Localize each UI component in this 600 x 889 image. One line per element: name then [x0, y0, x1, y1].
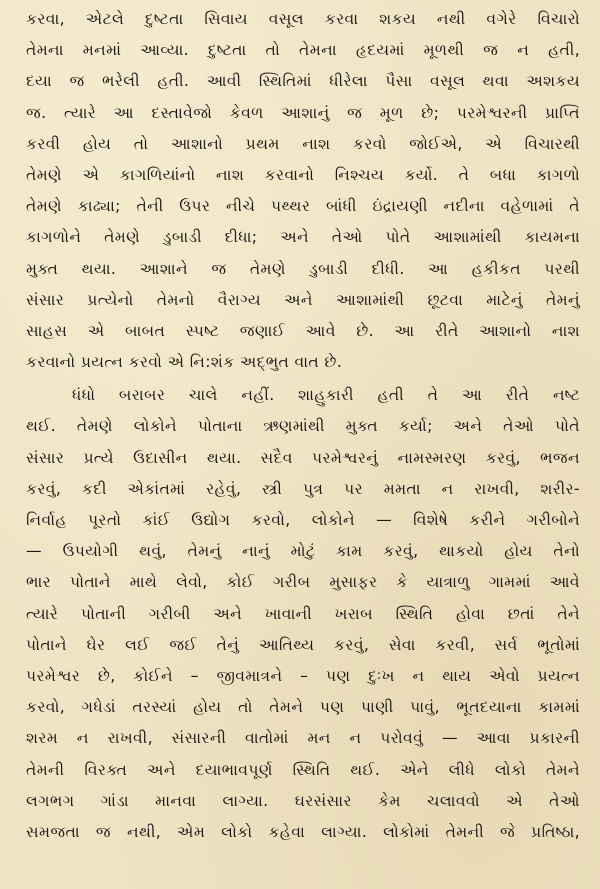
text-line: નિર્વાહ પૂરતો કાંઈ ઉદ્યોગ કરવો, લોકોને — વિશેષે કરીને ગરીબોને	[26, 511, 580, 529]
text-line: તેમણે એ કાગળિયાંનો નાશ કરવાનો નિશ્ચય કર્યો. તે બધા કાગળો	[26, 165, 580, 184]
text-line: ધંધો બરાબર ચાલે નહીં. શાહુકારી હતી તે આ રીતે નષ્ટ	[72, 386, 580, 405]
text-line: કરવાનો પ્રયત્ન કરવો એ નિ:શંક અદ્ભુત વાત છે.	[26, 353, 343, 372]
text-line: પોતાને ઘેર લઈ જઈ તેનું આતિથ્ય કરવું, સેવા કરવી, સર્વ ભૂતોમાં	[26, 635, 580, 654]
text-line: તેમણે કાઢ્યા; તેની ઉપર નીચે પથ્થર બાંધી ઇંદ્રાયણી નદીના વહેળામાં તે	[26, 197, 580, 216]
text-line: થઈ. તેમણે લોકોને પોતાના ઋણમાંથી મુક્ત કર્યા; અને તેઓ પોતે	[26, 417, 580, 436]
text-line: કાગળોને તેમણે ડુબાડી દીધા; અને તેઓ પોતે આશામાંથી કાયમના	[26, 228, 580, 247]
text-line: શરમ ન રાખવી, સંસારની વાતોમાં મન ન પરોવવું — આવા પ્રકારની	[26, 729, 580, 748]
text-line: કરવા, એટલે દુષ્ટતા સિવાય વસૂલ કરવા શકય નથી વગેરે વિચારો	[26, 10, 580, 28]
text-line: ભાર પોતાને માથે લેવો, કોઈ ગરીબ મુસાફર કે યાત્રાળુ ગામમાં આવે	[26, 573, 580, 592]
text-line: સાહસ એ બાબત સ્પષ્ટ જણાઈ આવે છે. આ રીતે આશાનો નાશ	[26, 321, 580, 340]
text-line: સંસાર પ્રત્યે ઉદાસીન થયા. સદૈવ પરમેશ્વરનું નામસ્મરણ કરવું, ભજન	[26, 448, 580, 467]
text-line: લગભગ ગાંડા માનવા લાગ્યા. ઘરસંસાર કેમ ચલાવવો એ તેઓ	[26, 791, 580, 810]
text-line: દયા જ ભરેલી હતી. આવી સ્થિતિમાં ધીરેલા પૈસા વસૂલ થવા અશકય	[26, 72, 580, 91]
text-line: કરવું, કદી એકાંતમાં રહેવું, સ્ત્રી પુત્ર પર મમતા ન રાખવી, શરીર-	[26, 479, 580, 498]
text-line: ત્યારે પોતાની ગરીબી અને ખાવાની ખરાબ સ્થિતિ હોવા છતાં તેને	[26, 604, 580, 623]
text-line: પરમેશ્વર છે, કોઈને – જીવમાત્રને – પણ દુઃખ ન થાય એવો પ્રયત્ન	[26, 666, 580, 685]
text-line: સમજતા જ નથી, એમ લોકો કહેવા લાગ્યા. લોકોમાં તેમની જે પ્રતિષ્ઠા,	[26, 822, 580, 841]
text-line: કરવી હોય તો આશાનો પ્રથમ નાશ કરવો જોઈએ, એ વિચારથી	[26, 134, 580, 153]
text-line: તેમના મનમાં આવ્યા. દુષ્ટતા તો તેમના હૃદયમાં મૂળથી જ ન હતી,	[26, 41, 580, 60]
paragraph-2	[26, 380, 580, 848]
text-line: મુક્ત થયા. આશાને જ તેમણે ડુબાડી દીધી. આ હકીકત પરથી	[26, 259, 580, 278]
text-line: કરવો, ગધેડાં તરસ્યાં હોય તો તેમને પણ પાણી પાવું, ભૂતદયાના કામમાં	[26, 698, 580, 717]
text-line: સંસાર પ્રત્યેનો તેમનો વૈરાગ્ય અને આશામાંથી છૂટવા માટેનું તેમનું	[26, 290, 580, 309]
paragraph-1	[26, 4, 580, 378]
text-line: જ. ત્યારે આ દસ્તાવેજો કેવળ આશાનું જ મૂળ છે; પરમેશ્વરની પ્રાપ્તિ	[26, 103, 580, 122]
text-line: તેમની વિરક્ત અને દયાભાવપૂર્ણ સ્થિતિ થઈ. એને લીધે લોકો તેમને	[26, 760, 580, 779]
text-line: — ઉપયોગી થવું, તેમનું નાનું મોટું કામ કરવું, થાકયો હોય તેનો	[26, 542, 580, 561]
